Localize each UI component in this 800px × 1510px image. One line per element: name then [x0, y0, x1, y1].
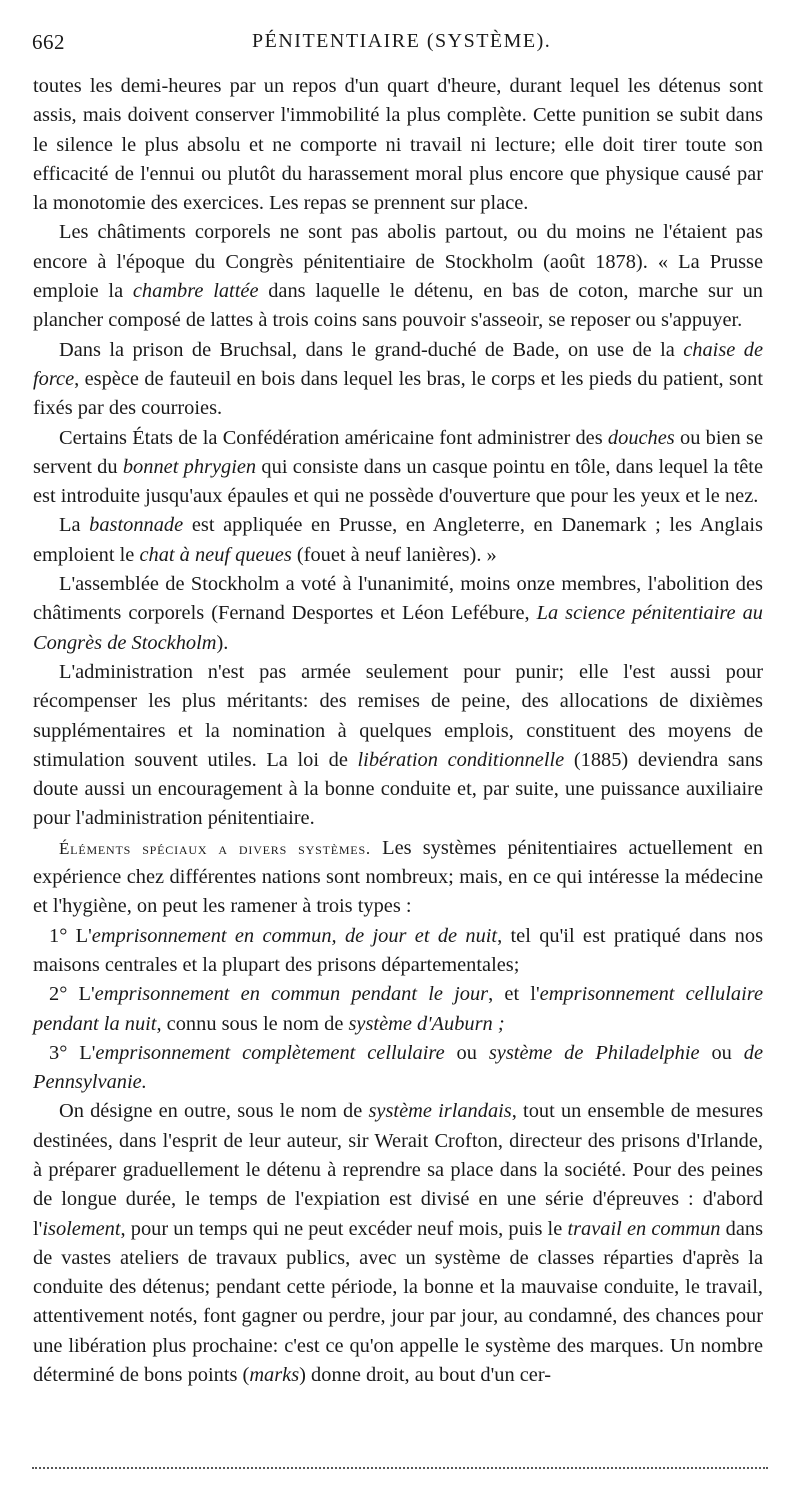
body-text	[33, 72, 763, 1390]
italic-text: libération conditionnelle	[357, 748, 565, 771]
text-run: , pour un temps qui ne peut excéder neuf mois, puis le	[120, 1217, 568, 1240]
paragraph-p11	[33, 1039, 763, 1098]
text-run: L'administration n'est pas armée seulement pour punir; elle l'est aussi pour récompenser les plus méritants: des remises de peine, des allocations de dixièmes supplémentaires et la nomination à quelques emplois, constituent des moyens de stimulation souvent utiles. La loi de	[33, 660, 763, 771]
page-number: 662	[32, 30, 65, 54]
text-run: 2° L'	[49, 983, 95, 1006]
text-run: La	[59, 514, 90, 537]
page-header	[32, 30, 772, 60]
text-run: , espèce de fauteuil en bois dans lequel les bras, le corps et les pieds du patient, sont fixés par des courroies.	[33, 367, 763, 420]
italic-text: emprisonnement en commun pendant le jour	[94, 983, 489, 1006]
text-run: est appliquée en Prusse, en Angleterre, en Danemark ; les Anglais emploient le	[33, 514, 763, 566]
italic-text: chat à neuf queues	[139, 543, 292, 566]
italic-text: marks	[249, 1364, 300, 1387]
paragraph-p5	[33, 511, 763, 570]
running-head: PÉNITENTIAIRE (SYSTÈME).	[252, 30, 552, 52]
text-run: ou	[444, 1041, 489, 1064]
paragraph-p7	[33, 658, 763, 834]
italic-text: chaise de force	[33, 338, 764, 390]
italic-text: bonnet phrygien	[122, 455, 257, 478]
paragraph-p2	[33, 218, 763, 335]
text-run: , tel qu'il est pratiqué dans nos maisons centrales et la plupart des prisons départementales;	[33, 924, 764, 976]
paragraph-p4	[33, 424, 763, 512]
paragraph-p10	[33, 980, 763, 1039]
text-run: (fouet à neuf lanières). »	[291, 543, 497, 566]
italic-text: système irlandais	[368, 1100, 512, 1123]
italic-text: système d'Auburn ;	[348, 1012, 505, 1035]
text-run: L'assemblée de Stockholm a voté à l'unanimité, moins onze membres, l'abolition des châtiments corporels (Fernand Desportes et Léon Lefébure,	[33, 573, 763, 625]
italic-text: système de Philadelphie	[488, 1041, 700, 1064]
text-run: 3° L'	[49, 1041, 96, 1064]
italic-text: travail en commun	[567, 1217, 721, 1240]
paragraph-p6	[33, 570, 763, 658]
italic-text: emprisonnement complètement cellulaire	[95, 1041, 445, 1064]
text-run: ).	[216, 631, 229, 654]
paragraph-p12	[33, 1097, 763, 1390]
paragraph-p8	[33, 834, 763, 922]
text-run: dans de vastes ateliers de travaux publics, avec un système de classes réparties d'après la conduite des détenus; pendant cette période, la bonne et la mauvaise conduite, le travail, attentivement notés, font gagner ou perdre, jour par jour, au condamné, des chances pour une libération plus prochaine: c'est ce qu'on appelle le système des marques. Un nombre déterminé de bons points (	[33, 1217, 764, 1387]
italic-text: La science pénitentiaire au Congrès de Stockholm	[33, 602, 763, 654]
text-run: , tout un ensemble de mesures destinées, dans l'esprit de leur auteur, sir Werait Crofton, directeur des prisons d'Irlande, à préparer graduellement le détenu à reprendre sa place dans la société. Pour des peines de longue durée, le temps de l'expiation est divisé en une série d'épreuves : d'abord l'	[33, 1100, 763, 1240]
text-run: qui consiste dans un casque pointu en tôle, dans lequel la tête est introduite jusqu'aux épaules et qui ne possède d'ouverture que pour les yeux et le nez.	[33, 455, 764, 508]
text-run: dans laquelle le détenu, en bas de coton, marche sur un plancher composé de lattes à trois coins sans pouvoir s'asseoir, se reposer ou s'appuyer.	[33, 280, 764, 332]
text-run: toutes les demi-heures par un repos d'un quart d'heure, durant lequel les détenus sont assis, mais doivent conserver l'immobilité la plus complète. Cette punition se subit dans le silence le plus absolu et ne comporte ni travail ni lecture; elle doit tirer toute son efficacité de l'ennui ou plutôt du harassement moral plus encore que physique causé par la monotomie des exercices. Les repas se prennent sur place.	[33, 75, 763, 215]
italic-text: isolement	[42, 1217, 121, 1240]
paragraph-p1	[33, 72, 763, 218]
italic-text: chambre lattée	[132, 280, 259, 303]
text-run: ou	[699, 1041, 744, 1064]
text-run: , et l'	[488, 983, 540, 1006]
italic-text: emprisonnement en commun, de jour et de nuit	[91, 924, 498, 947]
section-heading: Éléments spéciaux a divers systèmes.	[59, 838, 371, 858]
text-run: , connu sous le nom de	[156, 1012, 349, 1035]
text-run: ) donne droit, au bout d'un cer-	[299, 1364, 552, 1387]
text-run: ou bien se servent du	[33, 426, 763, 478]
text-run: 1° L'	[49, 924, 92, 947]
text-run: On désigne en outre, sous le nom de	[59, 1100, 369, 1123]
italic-text: emprisonnement cellulaire pendant la nuit	[33, 983, 764, 1035]
text-run: Dans la prison de Bruchsal, dans le grand-duché de Bade, on use de la	[59, 338, 684, 361]
text-run: (1885) deviendra sans doute aussi un encouragement à la bonne conduite et, par suite, une puissance auxiliaire pour l'administration pénitentiaire.	[33, 748, 763, 830]
text-run: Les systèmes pénitentiaires actuellement en expérience chez différentes nations sont nombreux; mais, en ce qui intéresse la médecine et l'hygiène, on peut les ramener à trois types :	[33, 836, 763, 918]
text-run: Certains États de la Confédération américaine font administrer des	[59, 426, 608, 449]
italic-text: bastonnade	[89, 514, 184, 537]
italic-text: douches	[607, 426, 675, 449]
paragraph-p3	[33, 336, 763, 424]
text-run: Les châtiments corporels ne sont pas abolis partout, ou du moins ne l'étaient pas encore à l'époque du Congrès pénitentiaire de Stockholm (août 1878). « La Prusse emploie la	[33, 221, 763, 303]
footer-dotted-rule	[32, 1467, 768, 1469]
paragraph-p9	[33, 922, 763, 981]
italic-text: de Pennsylvanie.	[33, 1041, 764, 1094]
